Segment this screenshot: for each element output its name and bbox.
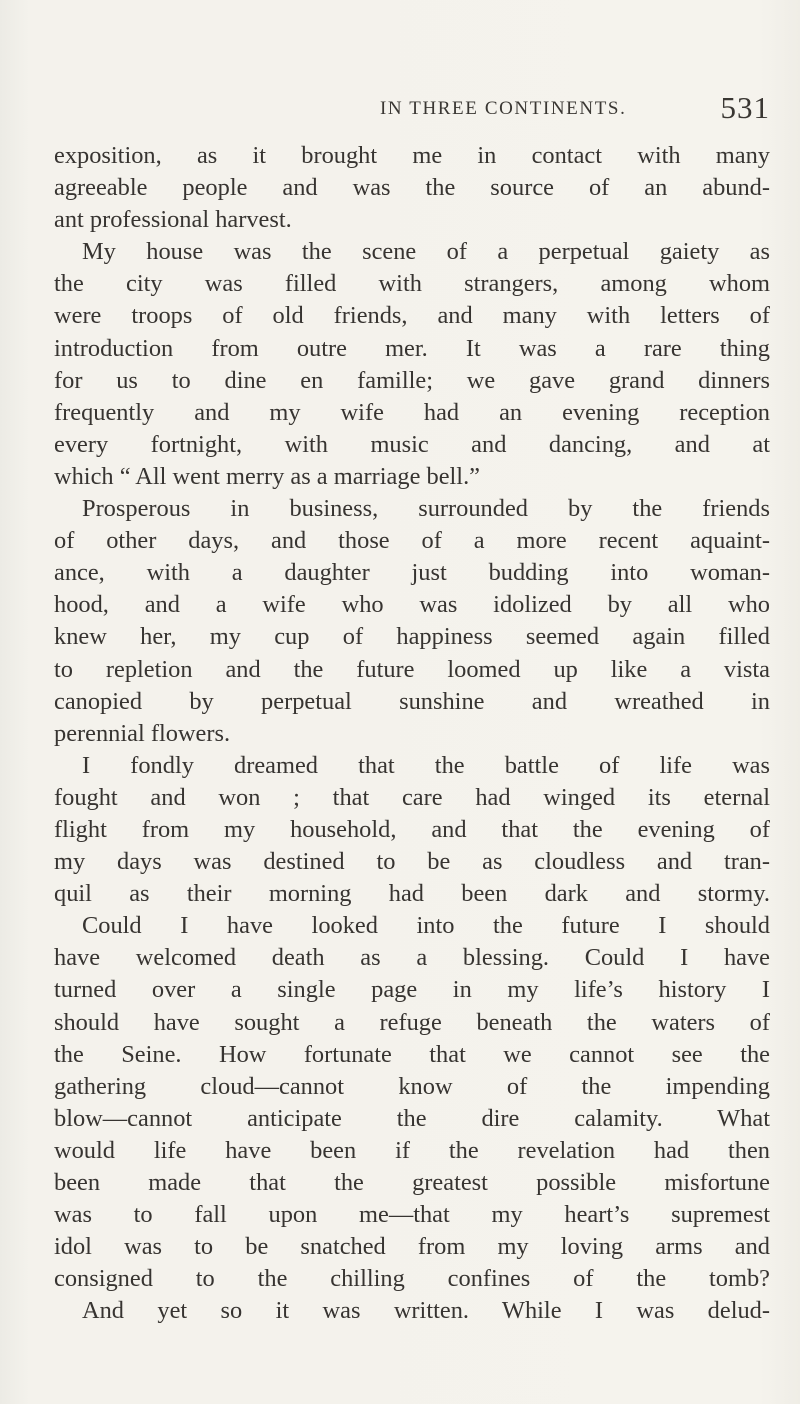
text-line: quil as their morning had been dark and stormy.	[54, 880, 770, 908]
text-line: which “ All went merry as a marriage bell.”	[54, 462, 480, 490]
text-line: idol was to be snatched from my loving arms and	[54, 1233, 770, 1261]
text-line: blow—cannot anticipate the dire calamity. What	[54, 1104, 770, 1132]
text-line: gathering cloud—cannot know of the impending	[54, 1072, 770, 1100]
text-line: ance, with a daughter just budding into woman-	[54, 559, 770, 587]
text-line: Could I have looked into the future I should	[82, 912, 770, 940]
text-line: Prosperous in business, surrounded by the friends	[82, 495, 770, 523]
text-line: was to fall upon me—that my heart’s supremest	[54, 1201, 770, 1229]
text-line: for us to dine en famille; we gave grand dinners	[54, 366, 770, 394]
text-line: ant professional harvest.	[54, 206, 292, 234]
text-line: knew her, my cup of happiness seemed again filled	[54, 623, 770, 651]
text-line: And yet so it was written. While I was delud-	[82, 1297, 770, 1325]
text-line: consigned to the chilling confines of the tomb?	[54, 1265, 770, 1293]
text-line: were troops of old friends, and many with letters of	[54, 302, 770, 330]
body-text	[54, 140, 770, 1327]
text-line: I fondly dreamed that the battle of life was	[82, 751, 770, 779]
text-line: frequently and my wife had an evening reception	[54, 398, 770, 426]
text-line: would life have been if the revelation had then	[54, 1136, 770, 1164]
text-line: the Seine. How fortunate that we cannot see the	[54, 1040, 770, 1068]
text-line: exposition, as it brought me in contact with many	[54, 142, 770, 169]
text-line: hood, and a wife who was idolized by all who	[54, 591, 770, 619]
text-line: to repletion and the future loomed up like a vista	[54, 655, 770, 683]
text-line: agreeable people and was the source of an abund-	[54, 174, 770, 202]
text-line: the city was filled with strangers, among whom	[54, 270, 770, 298]
text-line: my days was destined to be as cloudless and tran-	[54, 848, 770, 876]
text-line: should have sought a refuge beneath the waters of	[54, 1008, 770, 1036]
text-line: have welcomed death as a blessing. Could I have	[54, 944, 770, 972]
text-line: perennial flowers.	[54, 719, 231, 747]
text-line: of other days, and those of a more recent aquaint-	[54, 527, 770, 555]
running-head	[380, 88, 770, 128]
text-line: canopied by perpetual sunshine and wreathed in	[54, 687, 770, 715]
text-line: every fortnight, with music and dancing, and at	[54, 430, 770, 458]
page-number: 531	[720, 90, 770, 125]
text-line: flight from my household, and that the evening of	[54, 815, 770, 843]
text-line: My house was the scene of a perpetual gaiety as	[82, 238, 770, 266]
text-line: introduction from outre mer. It was a rare thing	[54, 334, 770, 362]
text-line: fought and won ; that care had winged its eternal	[54, 783, 770, 811]
text-line: been made that the greatest possible misfortune	[54, 1169, 770, 1196]
running-title: IN THREE CONTINENTS.	[380, 98, 627, 119]
text-line: turned over a single page in my life’s history I	[54, 976, 770, 1004]
